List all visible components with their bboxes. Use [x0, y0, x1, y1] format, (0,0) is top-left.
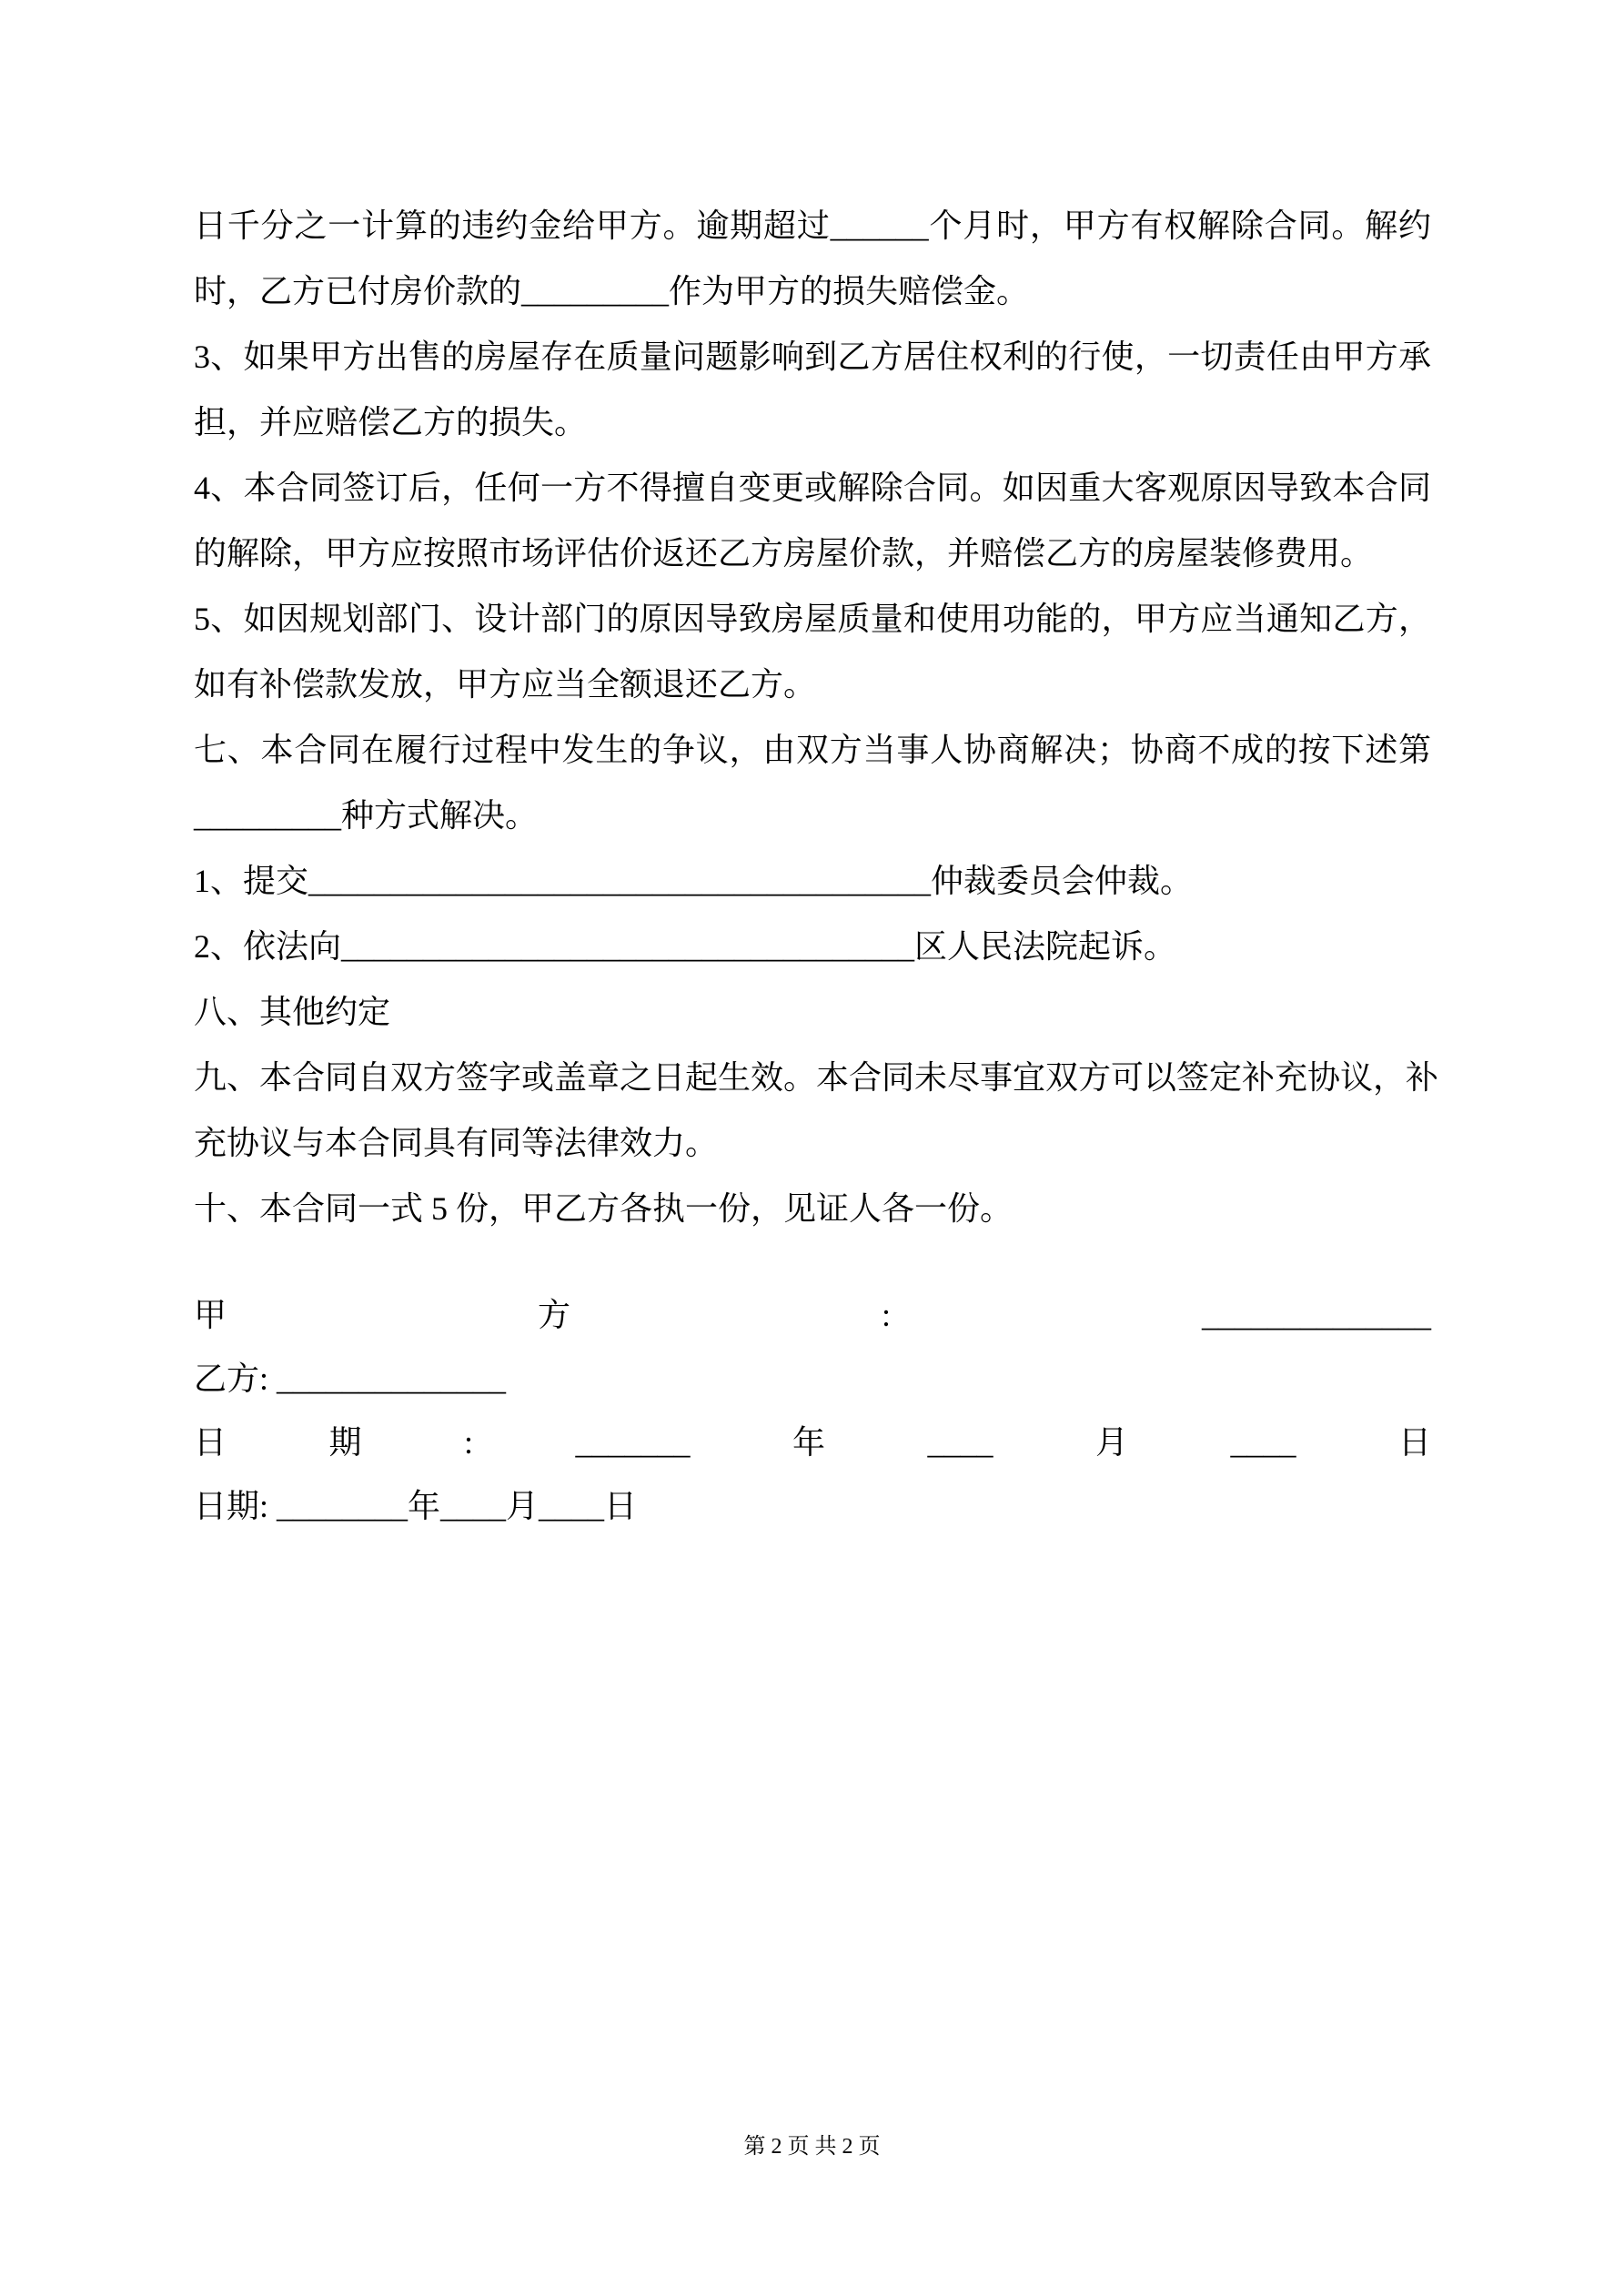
- signature-token: 日: [194, 1424, 227, 1461]
- page-footer: 第 2 页 共 2 页: [743, 2135, 881, 2159]
- party-a-line: [194, 1283, 1431, 1347]
- contract-line: 日千分之一计算的违约金给甲方。逾期超过______个月时，甲方有权解除合同。解约: [194, 207, 1431, 244]
- signature-token: :: [882, 1297, 892, 1333]
- signature-token: _______: [575, 1424, 691, 1461]
- party-b-line: 乙方: ______________: [194, 1360, 507, 1397]
- signature-token: ____: [1230, 1424, 1296, 1461]
- signature-token: ______________: [1202, 1297, 1431, 1333]
- contract-line: 的解除，甲方应按照市场评估价返还乙方房屋价款，并赔偿乙方的房屋装修费用。: [194, 535, 1374, 571]
- signature-token: 甲: [194, 1297, 227, 1333]
- signature-block: [194, 1283, 1431, 1538]
- contract-line: 3、如果甲方出售的房屋存在质量问题影响到乙方居住权利的行使，一切责任由甲方承: [194, 339, 1431, 375]
- contract-line: 九、本合同自双方签字或盖章之日起生效。本合同未尽事宜双方可以签定补充协议，补: [194, 1059, 1439, 1096]
- contract-line: 2、依法向___________________________________区人民法院起诉。: [194, 928, 1177, 965]
- contract-line: 4、本合同签订后，任何一方不得擅自变更或解除合同。如因重大客观原因导致本合同: [194, 470, 1431, 506]
- contract-line: 七、本合同在履行过程中发生的争议，由双方当事人协商解决；协商不成的按下述第: [194, 732, 1431, 768]
- contract-line: 充协议与本合同具有同等法律效力。: [194, 1125, 719, 1161]
- contract-line: 八、其他约定: [194, 994, 391, 1030]
- signature-token: 方: [538, 1297, 571, 1333]
- contract-line: 时，乙方已付房价款的_________作为甲方的损失赔偿金。: [194, 273, 1030, 309]
- signature-token: 日: [1397, 1424, 1431, 1461]
- signature-token: ____: [927, 1424, 994, 1461]
- signature-token: :: [464, 1424, 474, 1461]
- date-line-party-b: 日期: ________年____月____日: [194, 1488, 638, 1524]
- date-line-party-a: [194, 1411, 1431, 1474]
- contract-line: 十、本合同一式 5 份，甲乙方各执一份，见证人各一份。: [194, 1190, 1014, 1227]
- signature-token: 年: [792, 1424, 825, 1461]
- contract-line: 5、如因规划部门、设计部门的原因导致房屋质量和使用功能的，甲方应当通知乙方，: [194, 601, 1431, 637]
- contract-line: 担，并应赔偿乙方的损失。: [194, 404, 588, 440]
- signature-token: 月: [1094, 1424, 1128, 1461]
- contract-line: 如有补偿款发放，甲方应当全额退还乙方。: [194, 666, 817, 703]
- contract-body: [194, 193, 1439, 1241]
- contract-line: 1、提交______________________________________仲裁委员会仲裁。: [194, 863, 1194, 899]
- contract-line: _________种方式解决。: [194, 797, 539, 834]
- signature-token: 期: [328, 1424, 362, 1461]
